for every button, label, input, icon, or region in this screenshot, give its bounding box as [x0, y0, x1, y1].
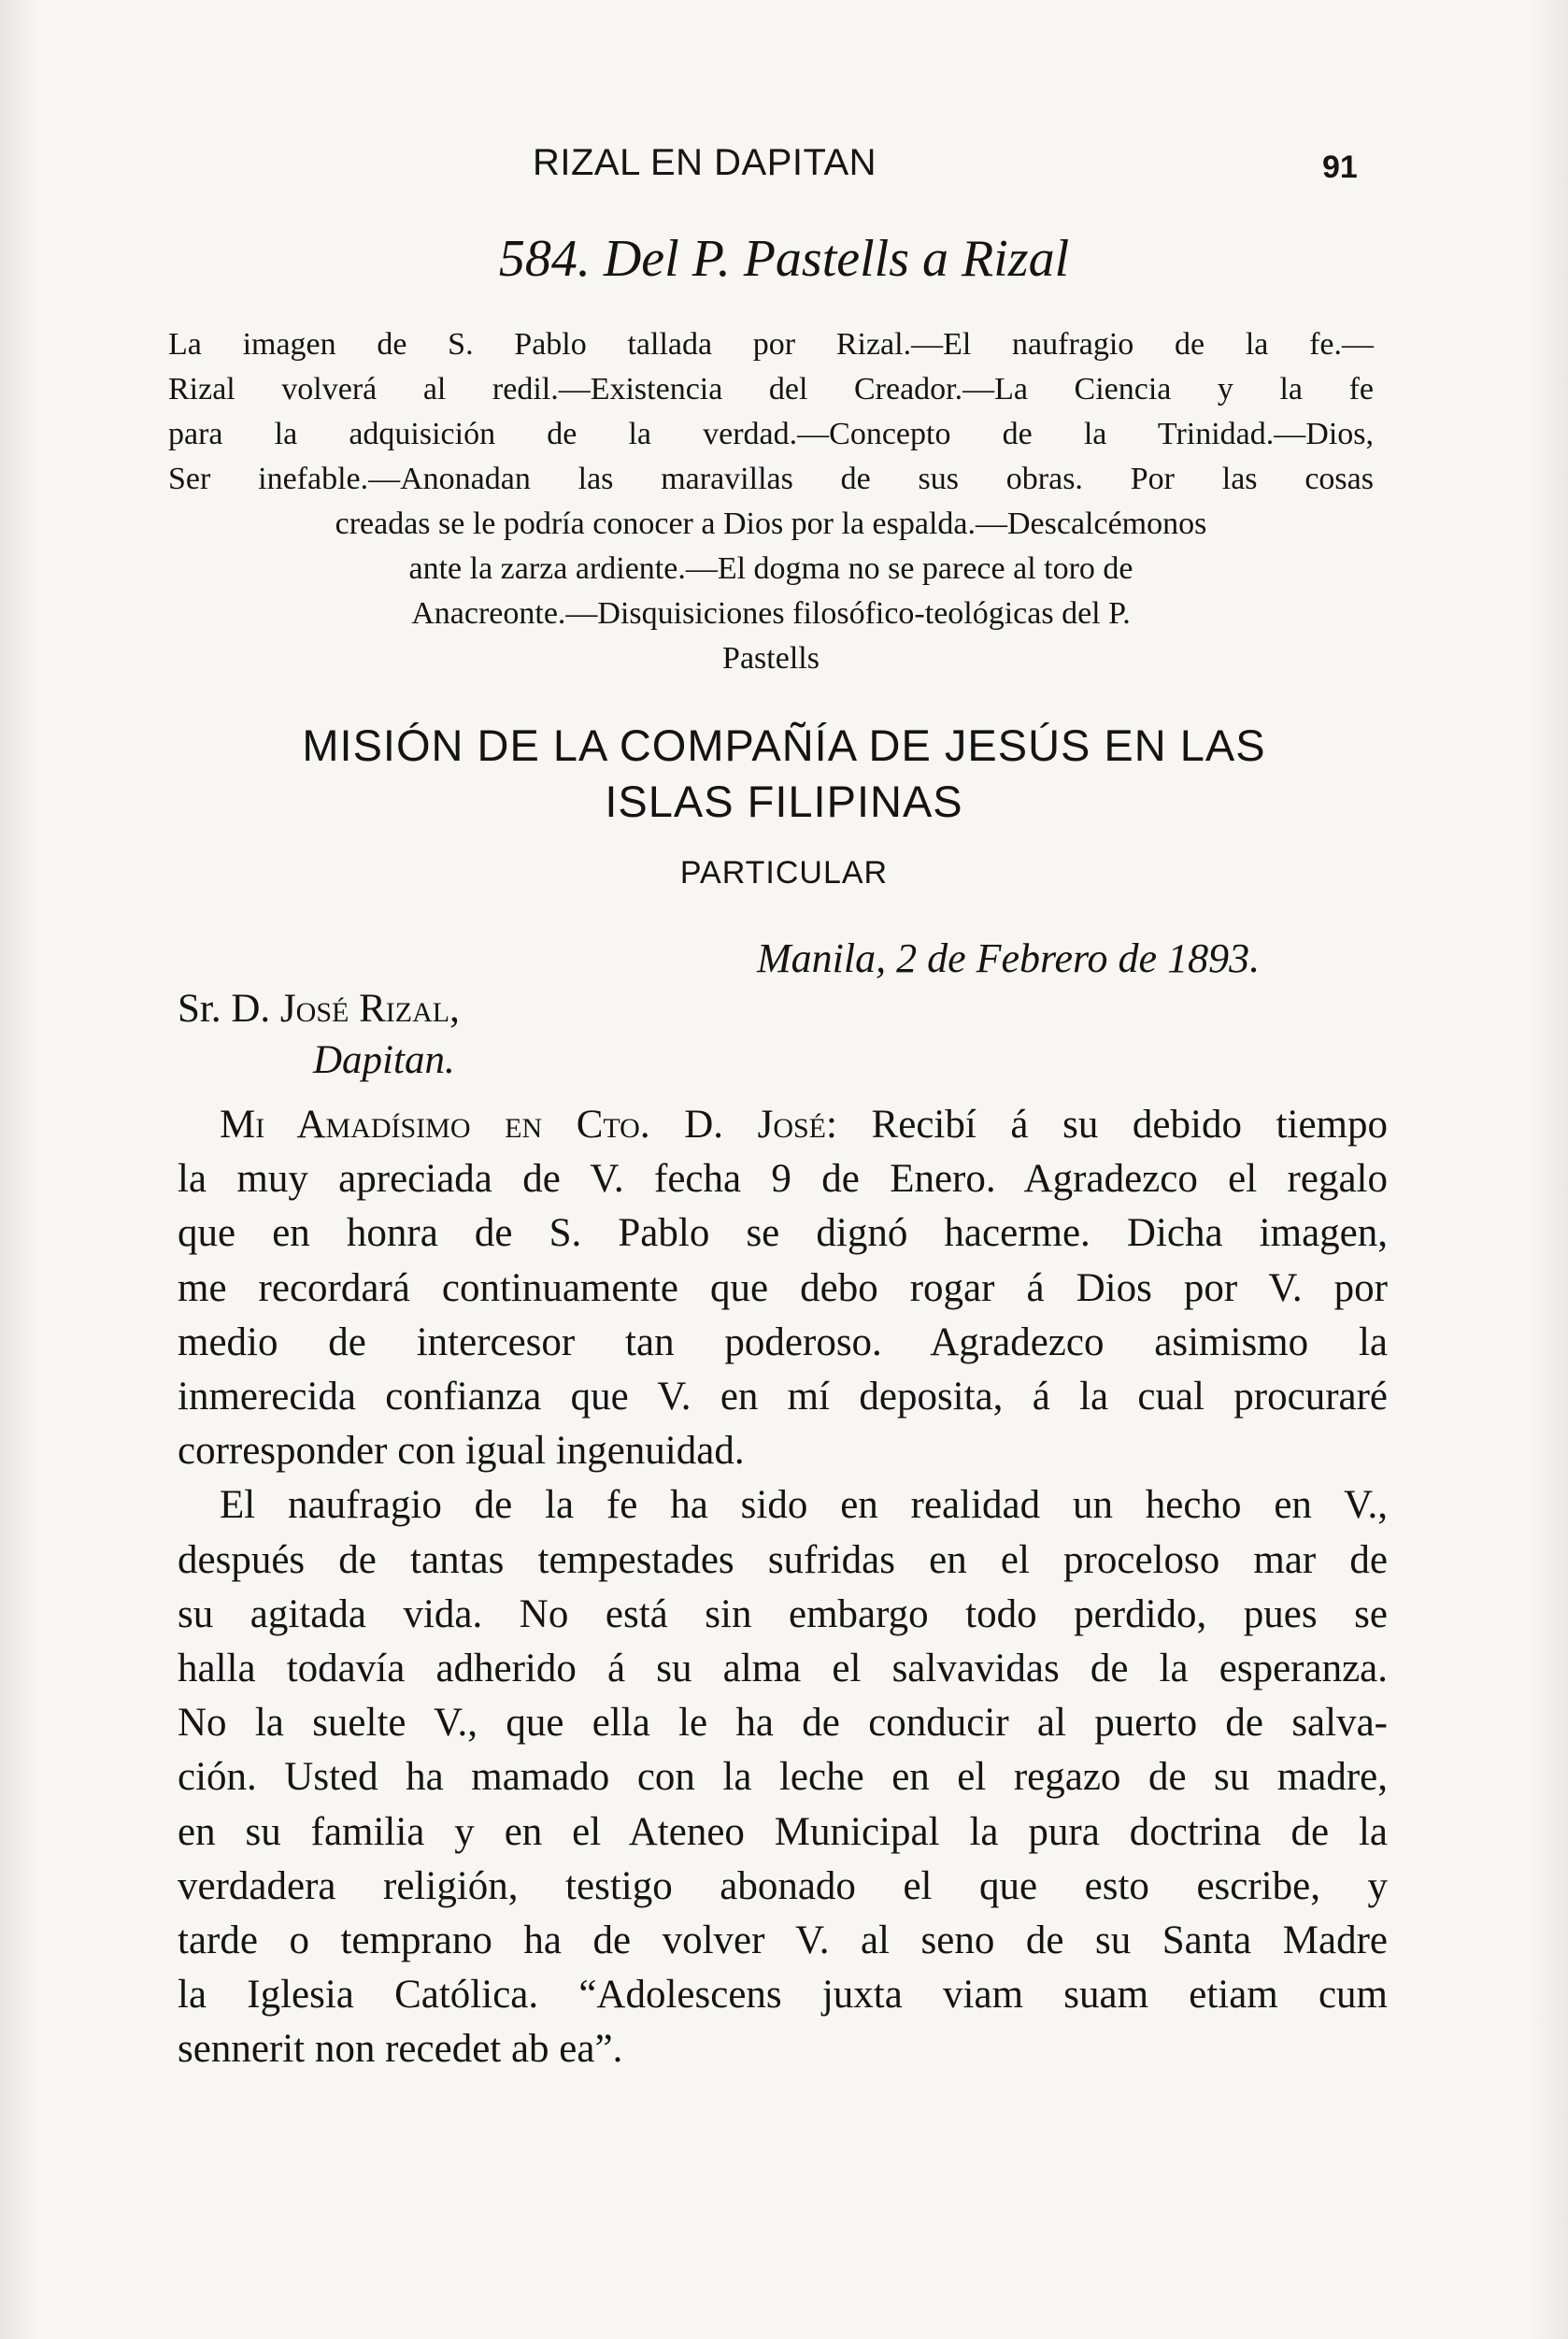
summary-line: Ser inefable.—Anonadan las maravillas de sus obras. Por las cosas: [168, 462, 1374, 496]
page-number: 91: [1322, 150, 1358, 185]
body-line: tarde o temprano ha de volver V. al seno de su Santa Madre: [178, 1918, 1388, 1963]
letter-title: 584. Del P. Pastells a Rizal: [498, 230, 1070, 288]
addressee-place: Dapitan.: [313, 1038, 455, 1082]
dateline: Manila, 2 de Febrero de 1893.: [757, 935, 1261, 981]
body-line: después de tantas tempestades sufridas en el proceloso mar de: [178, 1537, 1388, 1582]
body-line: la muy apreciada de V. fecha 9 de Enero. Agradezco el regalo: [178, 1157, 1388, 1202]
letterhead-line-2: ISLAS FILIPINAS: [605, 777, 963, 826]
letter-summary: [168, 322, 1374, 681]
summary-line: creadas se le podría conocer a Dios por la espalda.—Descalcémonos: [335, 506, 1207, 541]
letter-body: [178, 1098, 1388, 2077]
body-line: su agitada vida. No está sin embargo todo perdido, pues se: [178, 1591, 1388, 1636]
body-line: No la suelte V., que ella le ha de conducir al puerto de salva-: [178, 1701, 1388, 1746]
page-edge-shadow-right: [1531, 0, 1568, 2339]
body-line: que en honra de S. Pablo se dignó hacerme. Dicha imagen,: [178, 1211, 1388, 1256]
summary-line: Anacreonte.—Disquisiciones filosófico-teológicas del P.: [411, 596, 1131, 631]
body-line: sennerit non recedet ab ea”.: [178, 2027, 623, 2072]
body-line: la Iglesia Católica. “Adolescens juxta viam suam etiam cum: [178, 1973, 1388, 2018]
body-line: El naufragio de la fe ha sido en realidad un hecho en V.,: [220, 1483, 1388, 1528]
summary-line: Pastells: [722, 641, 820, 676]
body-line-text: Recibí á su debido tiempo: [836, 1103, 1388, 1147]
summary-line: ante la zarza ardiente.—El dogma no se parece al toro de: [408, 551, 1133, 586]
body-line: me recordará continuamente que debo rogar á Dios por V. por: [178, 1265, 1388, 1310]
body-line: [178, 1098, 1388, 1152]
body-line: en su familia y en el Ateneo Municipal la pura doctrina de la: [178, 1809, 1388, 1854]
letterhead-particular: PARTICULAR: [679, 855, 889, 891]
summary-line: Rizal volverá al redil.—Existencia del Creador.—La Ciencia y la fe: [168, 372, 1374, 406]
addressee: [178, 986, 460, 1032]
page-edge-shadow-left: [0, 0, 37, 2339]
body-line: medio de intercesor tan poderoso. Agradezco asimismo la: [178, 1319, 1388, 1364]
addressee-name: José Rizal,: [279, 987, 460, 1031]
salutation: Mi Amadísimo en Cto. D. José:: [220, 1103, 837, 1147]
body-line: ción. Usted ha mamado con la leche en el regazo de su madre,: [178, 1755, 1388, 1800]
body-line: verdadera religión, testigo abonado el que esto escribe, y: [178, 1863, 1388, 1908]
letterhead-line-1: MISIÓN DE LA COMPAÑÍA DE JESÚS EN LAS: [302, 720, 1266, 770]
body-line: corresponder con igual ingenuidad.: [178, 1429, 745, 1474]
summary-line: para la adquisición de la verdad.—Concepto de la Trinidad.—Dios,: [168, 417, 1374, 451]
running-head: RIZAL EN DAPITAN: [533, 142, 877, 183]
addressee-prefix: Sr. D.: [178, 987, 280, 1031]
body-line: inmerecida confianza que V. en mí deposita, á la cual procuraré: [178, 1375, 1388, 1419]
body-line: halla todavía adherido á su alma el salvavidas de la esperanza.: [178, 1647, 1388, 1691]
summary-line: La imagen de S. Pablo tallada por Rizal.—El naufragio de la fe.—: [168, 327, 1374, 362]
